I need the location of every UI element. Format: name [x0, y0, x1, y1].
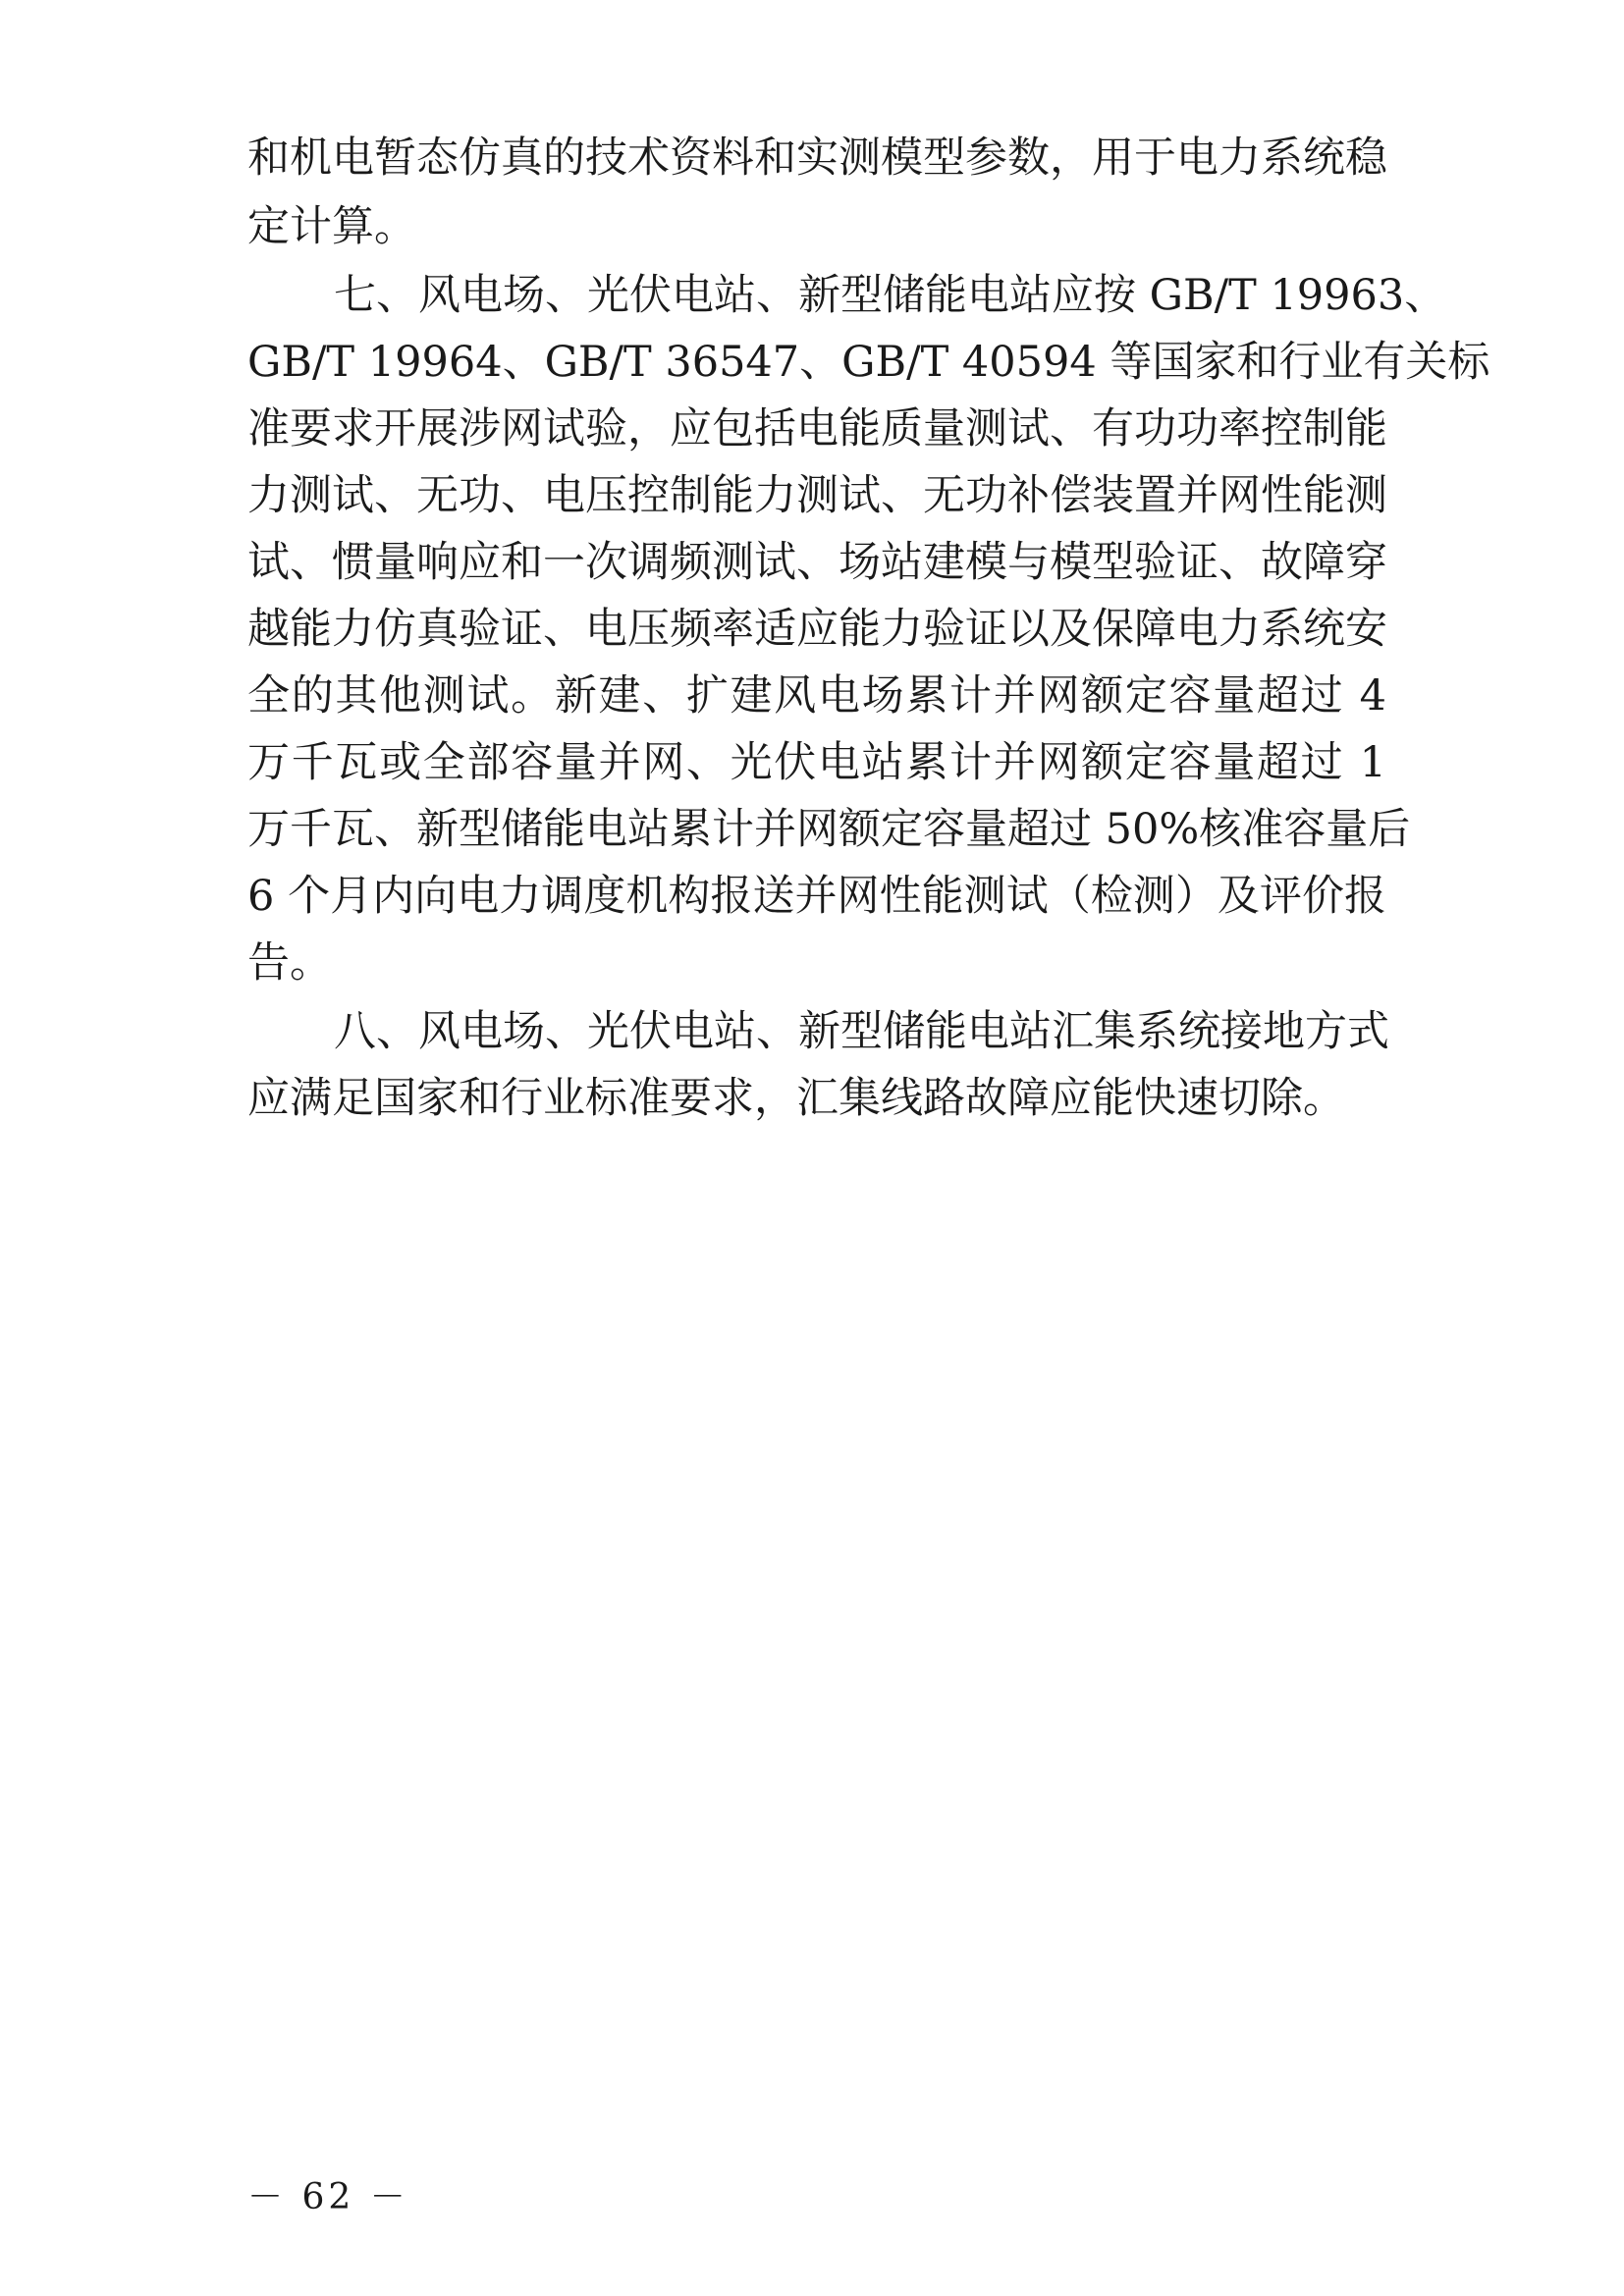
text-line: 定计算。	[247, 202, 416, 251]
text-line: 万千瓦或全部容量并网、光伏电站累计并网额定容量超过 1	[247, 738, 1386, 787]
page-number: － 62 －	[247, 2177, 409, 2217]
text-line: 应满足国家和行业标准要求，汇集线路故障应能快速切除。	[247, 1074, 1345, 1123]
text-line: 试、惯量响应和一次调频测试、场站建模与模型验证、故障穿	[247, 538, 1387, 587]
text-line: 八、风电场、光伏电站、新型储能电站汇集系统接地方式	[334, 1007, 1389, 1056]
text-line: 全的其他测试。新建、扩建风电场累计并网额定容量超过 4	[247, 671, 1386, 721]
text-line: GB/T 19964、GB/T 36547、GB/T 40594 等国家和行业有关标	[247, 338, 1490, 387]
text-line: 告。	[247, 938, 332, 988]
text-line: 越能力仿真验证、电压频率适应能力验证以及保障电力系统安	[247, 605, 1387, 654]
text-line: 万千瓦、新型储能电站累计并网额定容量超过 50%核准容量后	[247, 805, 1411, 854]
text-line: 和机电暂态仿真的技术资料和实测模型参数，用于电力系统稳	[247, 133, 1387, 183]
text-line: 6 个月内向电力调度机构报送并网性能测试（检测）及评价报	[247, 872, 1386, 921]
text-line: 七、风电场、光伏电站、新型储能电站应按 GB/T 19963、	[334, 271, 1447, 320]
text-line: 准要求开展涉网试验，应包括电能质量测试、有功功率控制能	[247, 404, 1387, 454]
text-line: 力测试、无功、电压控制能力测试、无功补偿装置并网性能测	[247, 471, 1387, 520]
